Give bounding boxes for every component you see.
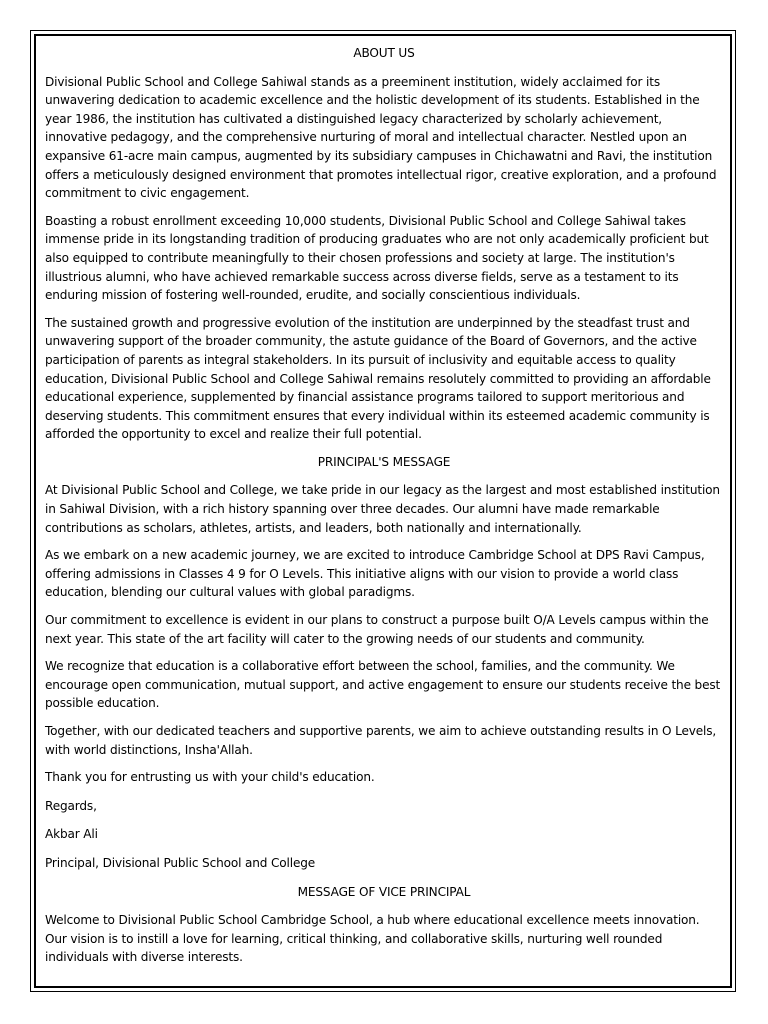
- principal-paragraph-6: Thank you for entrusting us with your child's education.: [45, 770, 375, 785]
- principal-name: Akbar Ali: [45, 827, 98, 842]
- vice-principal-paragraph-1: Welcome to Divisional Public School Cambridge School, a hub where educational excellence meets innovation. Our vision is to instill a love for learning, critical thinking, and collaborative skills, nurturing well rounded individuals with diverse interests.: [45, 913, 700, 965]
- about-paragraph-1: Divisional Public School and College Sahiwal stands as a preeminent institution, widely acclaimed for its unwavering dedication to academic excellence and the holistic development of its students. Established in the year 1986, the institution has cultivated a distinguished legacy characterized by scholarly achievement, innovative pedagogy, and the comprehensive nurturing of moral and intellectual character. Nestled upon an expansive 61-acre main campus, augmented by its subsidiary campuses in Chichawatni and Ravi, the institution offers a meticulously designed environment that promotes intellectual rigor, creative exploration, and a profound commitment to civic engagement.: [45, 74, 717, 201]
- principal-message-heading: PRINCIPAL'S MESSAGE: [317, 454, 451, 469]
- about-paragraph-2: Boasting a robust enrollment exceeding 10,000 students, Divisional Public School and College Sahiwal takes immense pride in its longstanding tradition of producing graduates who are not only academically proficient but also equipped to contribute meaningfully to their chosen professions and society at large. The institution's illustrious alumni, who have achieved remarkable success across diverse fields, serve as a testament to its enduring mission of fostering well-rounded, erudite, and socially conscientious individuals.: [45, 213, 709, 303]
- principal-paragraph-4: We recognize that education is a collaborative effort between the school, families, and the community. We encourage open communication, mutual support, and active engagement to ensure our students receive the best possible education.: [45, 659, 721, 711]
- vice-principal-heading: MESSAGE OF VICE PRINCIPAL: [297, 884, 471, 899]
- principal-paragraph-3: Our commitment to excellence is evident in our plans to construct a purpose built O/A Levels campus within the next year. This state of the art facility will cater to the growing needs of our students and community.: [45, 613, 709, 646]
- principal-title: Principal, Divisional Public School and College: [45, 855, 316, 870]
- principal-paragraph-1: At Divisional Public School and College, we take pride in our legacy as the largest and most established institution in Sahiwal Division, with a rich history spanning over three decades. Our alumni have made remarkable contributions as scholars, athletes, artists, and leaders, both nationally and internationally.: [45, 483, 720, 535]
- document-body: [45, 44, 723, 976]
- principal-closing: Regards,: [45, 798, 97, 813]
- about-paragraph-3: The sustained growth and progressive evolution of the institution are underpinned by the steadfast trust and unwavering support of the broader community, the astute guidance of the Board of Governors, and the active participation of parents as integral stakeholders. In its pursuit of inclusivity and equitable access to quality education, Divisional Public School and College Sahiwal remains resolutely committed to providing an affordable educational experience, supplemented by financial assistance programs tailored to support meritorious and deserving students. This commitment ensures that every individual within its esteemed academic community is afforded the opportunity to excel and realize their full potential.: [45, 315, 711, 442]
- about-us-heading: ABOUT US: [353, 46, 415, 60]
- principal-paragraph-5: Together, with our dedicated teachers and supportive parents, we aim to achieve outstanding results in O Levels, with world distinctions, Insha'Allah.: [45, 724, 717, 757]
- principal-paragraph-2: As we embark on a new academic journey, we are excited to introduce Cambridge School at DPS Ravi Campus, offering admissions in Classes 4 9 for O Levels. This initiative aligns with our vision to provide a world class education, blending our cultural values with global paradigms.: [45, 548, 705, 600]
